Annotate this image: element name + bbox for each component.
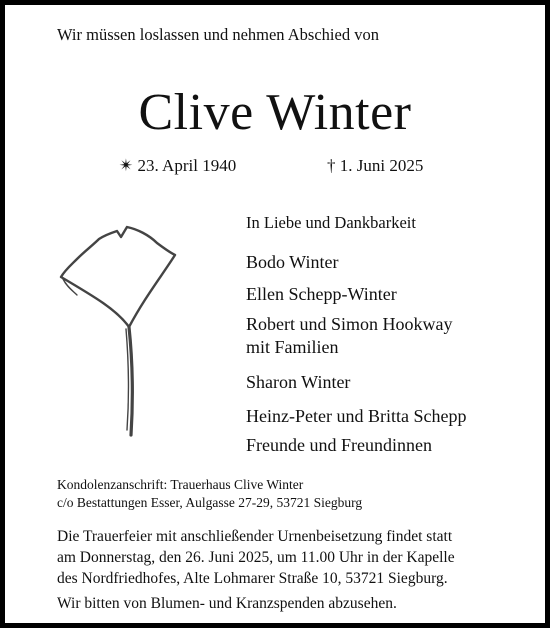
condolence-line: Kondolenzanschrift: Trauerhaus Clive Winter: [57, 477, 304, 492]
deceased-name: Clive Winter: [138, 84, 412, 141]
donation-note: Wir bitten von Blumen- und Kranzspenden abzusehen.: [57, 595, 397, 612]
condolence-line: c/o Bestattungen Esser, Aulgasse 27-29, 53721 Siegburg: [57, 495, 363, 510]
mourner-name: Heinz-Peter und Britta Schepp: [246, 406, 467, 426]
mourner-name: Sharon Winter: [246, 372, 351, 392]
mourner-name: mit Familien: [246, 337, 339, 357]
mourner-name: Robert und Simon Hookway: [246, 314, 453, 334]
birth-date: ✴ 23. April 1940: [119, 156, 237, 175]
service-line: des Nordfriedhofes, Alte Lohmarer Straße 10, 53721 Siegburg.: [57, 570, 448, 587]
service-line: Die Trauerfeier mit anschließender Urnenbeisetzung findet statt: [57, 528, 453, 545]
mourner-name: Freunde und Freundinnen: [246, 435, 432, 455]
intro-text: Wir müssen loslassen und nehmen Abschied von: [57, 25, 379, 44]
death-date: † 1. Juni 2025: [327, 156, 424, 175]
condolence-address: [57, 476, 362, 512]
mourner-name: Ellen Schepp-Winter: [246, 284, 397, 304]
funeral-service-info: [57, 526, 455, 589]
service-line: am Donnerstag, den 26. Juni 2025, um 11.00 Uhr in der Kapelle: [57, 549, 455, 566]
mourner-name: Bodo Winter: [246, 252, 339, 272]
mourners-intro: In Liebe und Dankbarkeit: [246, 213, 416, 232]
ginkgo-leaf-icon: [47, 225, 177, 440]
